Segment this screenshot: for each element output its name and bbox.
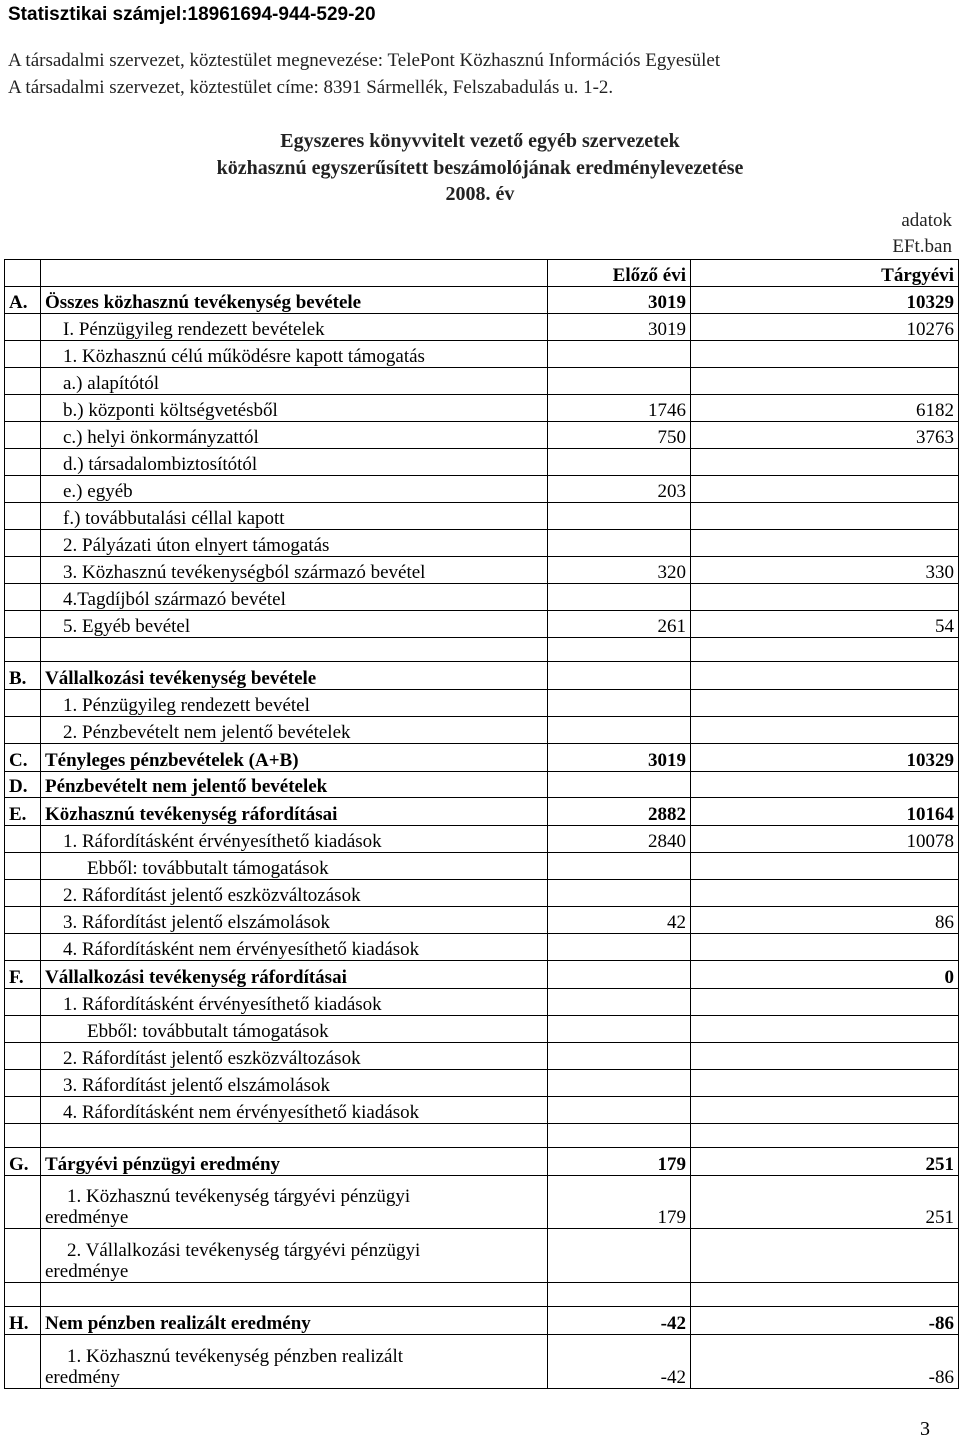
row-current-year-value: 10329 (691, 287, 959, 314)
table-row (5, 314, 959, 341)
row-label: Nem pénzben realizált eredmény (41, 1307, 548, 1335)
row-previous-year-value (548, 1016, 691, 1043)
row-label: 2. Ráfordítást jelentő eszközváltozások (41, 1043, 548, 1070)
row-label: 2. Ráfordítást jelentő eszközváltozások (41, 880, 548, 907)
row-label: 1. Közhasznú célú működésre kapott támogatás (41, 341, 548, 368)
row-code (5, 989, 41, 1016)
row-code: E. (5, 798, 41, 826)
report-title-line2: közhasznú egyszerűsített beszámolójának eredménylevezetése (216, 157, 744, 179)
row-previous-year-value (548, 530, 691, 557)
table-row (5, 449, 959, 476)
row-label: I. Pénzügyileg rendezett bevételek (41, 314, 548, 341)
row-current-year-value (691, 717, 959, 744)
row-code (5, 530, 41, 557)
row-label: 1. Ráfordításként érvényesíthető kiadások (41, 989, 548, 1016)
row-code (5, 638, 41, 662)
row-code: G. (5, 1148, 41, 1176)
row-code (5, 341, 41, 368)
row-previous-year-value (548, 368, 691, 395)
row-code (5, 503, 41, 530)
row-code: C. (5, 744, 41, 772)
row-label: Ebből: továbbutalt támogatások (41, 1016, 548, 1043)
row-code (5, 449, 41, 476)
table-row (5, 961, 959, 989)
page-number: 3 (920, 1418, 930, 1440)
table-row (5, 744, 959, 772)
row-current-year-value: 330 (691, 557, 959, 584)
row-current-year-value (691, 880, 959, 907)
row-label (41, 1335, 548, 1389)
row-label: Ebből: továbbutalt támogatások (41, 853, 548, 880)
unit-label-line2: EFt.ban (892, 236, 952, 257)
row-previous-year-value: 3019 (548, 314, 691, 341)
row-previous-year-value: 261 (548, 611, 691, 638)
row-label: Vállalkozási tevékenység bevétele (41, 662, 548, 690)
row-previous-year-value: 1746 (548, 395, 691, 422)
table-row (5, 798, 959, 826)
row-code (5, 717, 41, 744)
row-label: b.) központi költségvetésből (41, 395, 548, 422)
row-code (5, 853, 41, 880)
row-code (5, 826, 41, 853)
table-row (5, 989, 959, 1016)
row-current-year-value: 251 (691, 1148, 959, 1176)
row-current-year-value: 10164 (691, 798, 959, 826)
row-label (41, 1229, 548, 1283)
table-row (5, 476, 959, 503)
row-code (5, 557, 41, 584)
row-label: c.) helyi önkormányzattól (41, 422, 548, 449)
table-row (5, 772, 959, 798)
row-label-line2: eredménye (45, 1207, 129, 1228)
table-row (5, 1229, 959, 1283)
table-row (5, 1070, 959, 1097)
table-row (5, 717, 959, 744)
row-label-line2: eredménye (45, 1261, 129, 1282)
table-row (5, 1016, 959, 1043)
row-previous-year-value (548, 1070, 691, 1097)
row-code (5, 476, 41, 503)
row-label-line1: 2. Vállalkozási tevékenység tárgyévi pénzügyi (67, 1240, 421, 1261)
row-label: 3. Ráfordítást jelentő elszámolások (41, 907, 548, 934)
row-previous-year-value (548, 853, 691, 880)
row-label: d.) társadalombiztosítótól (41, 449, 548, 476)
table-row (5, 880, 959, 907)
row-current-year-value: 0 (691, 961, 959, 989)
row-label: Összes közhasznú tevékenység bevétele (41, 287, 548, 314)
row-current-year-value (691, 1070, 959, 1097)
table-row (5, 934, 959, 961)
row-label (41, 1283, 548, 1307)
row-code (5, 1043, 41, 1070)
row-code (5, 1283, 41, 1307)
row-previous-year-value (548, 961, 691, 989)
row-code (5, 907, 41, 934)
row-current-year-value: 86 (691, 907, 959, 934)
row-code (5, 1124, 41, 1148)
row-code (5, 395, 41, 422)
table-row (5, 530, 959, 557)
row-previous-year-value (548, 934, 691, 961)
table-row (5, 584, 959, 611)
row-previous-year-value: 3019 (548, 744, 691, 772)
row-current-year-value: 54 (691, 611, 959, 638)
row-previous-year-value (548, 880, 691, 907)
row-previous-year-value (548, 584, 691, 611)
row-code (5, 934, 41, 961)
row-label-line1: 1. Közhasznú tevékenység pénzben realizált (67, 1346, 404, 1367)
table-row (5, 1283, 959, 1307)
table-row (5, 368, 959, 395)
row-current-year-value: 3763 (691, 422, 959, 449)
row-previous-year-value (548, 638, 691, 662)
row-code (5, 368, 41, 395)
table-row (5, 341, 959, 368)
row-previous-year-value: 2882 (548, 798, 691, 826)
row-label: Tényleges pénzbevételek (A+B) (41, 744, 548, 772)
row-current-year-value (691, 1097, 959, 1124)
row-label: e.) egyéb (41, 476, 548, 503)
table-row (5, 287, 959, 314)
row-label: 2. Pályázati úton elnyert támogatás (41, 530, 548, 557)
row-previous-year-value (548, 662, 691, 690)
table-header-row (5, 260, 959, 287)
row-current-year-value (691, 341, 959, 368)
row-label: 3. Közhasznú tevékenységból származó bevétel (41, 557, 548, 584)
row-label: Tárgyévi pénzügyi eredmény (41, 1148, 548, 1176)
row-code: F. (5, 961, 41, 989)
row-previous-year-value (548, 772, 691, 798)
row-previous-year-value (548, 717, 691, 744)
row-label: a.) alapítótól (41, 368, 548, 395)
row-current-year-value (691, 503, 959, 530)
table-row (5, 690, 959, 717)
row-current-year-value (691, 1016, 959, 1043)
row-current-year-value: -86 (691, 1307, 959, 1335)
row-label (41, 1176, 548, 1229)
row-current-year-value (691, 368, 959, 395)
row-code (5, 1016, 41, 1043)
row-code (5, 1335, 41, 1389)
row-previous-year-value (548, 1283, 691, 1307)
row-label: 2. Pénzbevételt nem jelentő bevételek (41, 717, 548, 744)
table-row (5, 1176, 959, 1229)
table-row (5, 662, 959, 690)
row-previous-year-value (548, 1043, 691, 1070)
row-code (5, 1229, 41, 1283)
table-row (5, 826, 959, 853)
row-previous-year-value (548, 503, 691, 530)
table-row (5, 557, 959, 584)
row-label: Vállalkozási tevékenység ráfordításai (41, 961, 548, 989)
row-current-year-value (691, 1124, 959, 1148)
row-label: 1. Pénzügyileg rendezett bevétel (41, 690, 548, 717)
table-row (5, 611, 959, 638)
row-previous-year-value: -42 (548, 1335, 691, 1389)
row-previous-year-value: 42 (548, 907, 691, 934)
row-label (41, 1124, 548, 1148)
row-previous-year-value: 2840 (548, 826, 691, 853)
table-row (5, 1148, 959, 1176)
table-row (5, 1124, 959, 1148)
row-label (41, 638, 548, 662)
result-table (4, 259, 959, 1389)
table-row (5, 395, 959, 422)
row-previous-year-value: 203 (548, 476, 691, 503)
table-row (5, 638, 959, 662)
row-code (5, 1176, 41, 1229)
row-current-year-value (691, 1043, 959, 1070)
row-label: f.) továbbutalási céllal kapott (41, 503, 548, 530)
row-current-year-value (691, 584, 959, 611)
table-row (5, 1307, 959, 1335)
row-code: H. (5, 1307, 41, 1335)
column-header-previous-year: Előző évi (548, 260, 691, 287)
row-label-line2: eredmény (45, 1367, 120, 1388)
statistical-number: Statisztikai számjel:18961694-944-529-20 (8, 4, 376, 25)
table-row (5, 907, 959, 934)
row-current-year-value: 10329 (691, 744, 959, 772)
table-row (5, 1097, 959, 1124)
report-title-line1: Egyszeres könyvvitelt vezető egyéb szervezetek (280, 130, 680, 152)
row-previous-year-value: 179 (548, 1176, 691, 1229)
row-previous-year-value: 179 (548, 1148, 691, 1176)
row-current-year-value (691, 772, 959, 798)
row-previous-year-value (548, 1229, 691, 1283)
row-current-year-value (691, 690, 959, 717)
row-current-year-value (691, 989, 959, 1016)
row-previous-year-value (548, 341, 691, 368)
table-row (5, 503, 959, 530)
row-current-year-value (691, 1229, 959, 1283)
row-label: 4.Tagdíjból származó bevétel (41, 584, 548, 611)
row-code (5, 690, 41, 717)
table-row (5, 1043, 959, 1070)
row-previous-year-value: 750 (548, 422, 691, 449)
row-current-year-value: -86 (691, 1335, 959, 1389)
table-row (5, 1335, 959, 1389)
row-previous-year-value (548, 1124, 691, 1148)
row-code (5, 1097, 41, 1124)
row-code (5, 1070, 41, 1097)
report-year: 2008. év (445, 183, 515, 205)
row-current-year-value (691, 662, 959, 690)
table-row (5, 422, 959, 449)
row-label: 4. Ráfordításként nem érvényesíthető kiadások (41, 1097, 548, 1124)
row-code (5, 584, 41, 611)
row-code (5, 611, 41, 638)
row-code: A. (5, 287, 41, 314)
row-current-year-value: 10276 (691, 314, 959, 341)
row-previous-year-value: -42 (548, 1307, 691, 1335)
row-label: Pénzbevételt nem jelentő bevételek (41, 772, 548, 798)
row-current-year-value (691, 853, 959, 880)
row-code: D. (5, 772, 41, 798)
row-current-year-value: 251 (691, 1176, 959, 1229)
column-header-current-year: Tárgyévi (691, 260, 959, 287)
row-current-year-value (691, 934, 959, 961)
row-label: 3. Ráfordítást jelentő elszámolások (41, 1070, 548, 1097)
organization-name: A társadalmi szervezet, köztestület megnevezése: TelePont Közhasznú Információs Egyesület (8, 50, 721, 71)
row-label: 4. Ráfordításként nem érvényesíthető kiadások (41, 934, 548, 961)
row-current-year-value (691, 638, 959, 662)
row-label-line1: 1. Közhasznú tevékenység tárgyévi pénzügyi (67, 1186, 411, 1207)
row-current-year-value (691, 530, 959, 557)
row-label: 5. Egyéb bevétel (41, 611, 548, 638)
row-previous-year-value (548, 989, 691, 1016)
row-current-year-value (691, 476, 959, 503)
row-previous-year-value: 3019 (548, 287, 691, 314)
row-previous-year-value: 320 (548, 557, 691, 584)
row-current-year-value (691, 449, 959, 476)
row-code (5, 422, 41, 449)
row-previous-year-value (548, 690, 691, 717)
row-code (5, 314, 41, 341)
row-current-year-value (691, 1283, 959, 1307)
row-current-year-value: 10078 (691, 826, 959, 853)
row-previous-year-value (548, 449, 691, 476)
table-row (5, 853, 959, 880)
row-current-year-value: 6182 (691, 395, 959, 422)
row-code: B. (5, 662, 41, 690)
row-label: Közhasznú tevékenység ráfordításai (41, 798, 548, 826)
row-code (5, 880, 41, 907)
organization-address: A társadalmi szervezet, köztestület címe: 8391 Sármellék, Felszabadulás u. 1-2. (8, 77, 614, 98)
row-previous-year-value (548, 1097, 691, 1124)
unit-label-line1: adatok (901, 210, 952, 231)
row-label: 1. Ráfordításként érvényesíthető kiadások (41, 826, 548, 853)
